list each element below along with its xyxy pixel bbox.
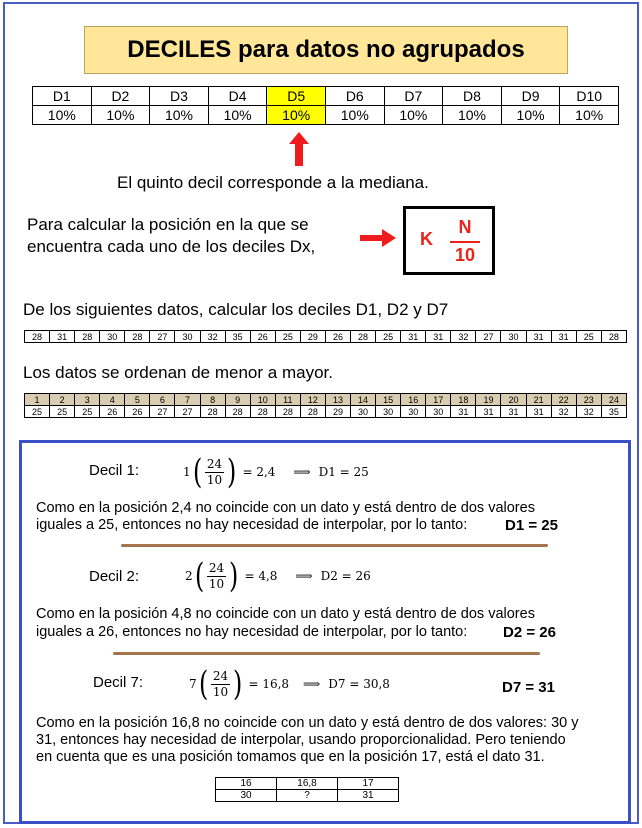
formula-result: = 2,4 [242, 465, 276, 479]
raw-data-cell: 32 [451, 331, 476, 343]
raw-data-cell: 27 [476, 331, 501, 343]
decil-2-result: D2 = 26 [503, 624, 556, 641]
implies-arrow-icon: ⟹ [295, 569, 313, 583]
position-cell: 6 [150, 394, 175, 406]
formula-fraction [211, 669, 230, 700]
decile-value: 10% [443, 106, 502, 125]
table-row [25, 394, 627, 406]
decile-header: D1 [33, 87, 92, 106]
raw-data-cell: 35 [225, 331, 250, 343]
position-cell: 18 [451, 394, 476, 406]
sorted-value-cell: 26 [125, 406, 150, 418]
decile-value-highlighted: 10% [267, 106, 326, 125]
fraction-denominator: 10 [206, 472, 223, 487]
position-cell: 15 [376, 394, 401, 406]
raw-data-cell: 26 [250, 331, 275, 343]
formula-result: = 16,8 [248, 677, 290, 691]
sorted-note: Los datos se ordenan de menor a mayor. [23, 363, 333, 382]
sorted-value-cell: 28 [275, 406, 300, 418]
exercise-statement: De los siguientes datos, calcular los deciles D1, D2 y D7 [23, 300, 449, 319]
sorted-value-cell: 29 [325, 406, 350, 418]
decile-value: 10% [91, 106, 150, 125]
sorted-value-cell: 25 [25, 406, 50, 418]
decile-value: 10% [501, 106, 560, 125]
decile-header: D9 [501, 87, 560, 106]
raw-data-cell: 31 [50, 331, 75, 343]
raw-data-cell: 31 [551, 331, 576, 343]
formula-k: 1 [183, 465, 191, 479]
decil-7-result: D7 = 31 [502, 679, 555, 696]
position-cell: 1 [25, 394, 50, 406]
sorted-value-cell: 31 [476, 406, 501, 418]
up-arrow-icon [289, 132, 309, 166]
sorted-value-cell: 27 [150, 406, 175, 418]
sorted-value-cell: 30 [376, 406, 401, 418]
position-cell: 9 [225, 394, 250, 406]
decil-1-explanation-b: iguales a 25, entonces no hay necesidad de interpolar, por lo tanto: [36, 517, 468, 533]
decile-value: 10% [384, 106, 443, 125]
position-cell: 12 [300, 394, 325, 406]
formula-result: = 4,8 [244, 569, 278, 583]
raw-data-cell: 30 [501, 331, 526, 343]
table-cell: 16 [216, 778, 277, 790]
position-cell: 8 [200, 394, 225, 406]
position-cell: 14 [351, 394, 376, 406]
fraction-numerator: 24 [206, 456, 223, 471]
divider [113, 652, 540, 655]
table-row [25, 331, 627, 343]
position-cell: 4 [100, 394, 125, 406]
fraction-numerator: 24 [212, 668, 229, 683]
formula-fraction [207, 561, 226, 592]
sorted-value-cell: 30 [351, 406, 376, 418]
formula-k: K [420, 229, 433, 249]
decil-1-formula [183, 452, 373, 492]
decil-2-formula [185, 556, 375, 596]
table-cell: 31 [338, 790, 399, 802]
position-cell: 2 [50, 394, 75, 406]
formula-decile: D1 = 25 [318, 465, 369, 479]
decile-header: D10 [560, 87, 619, 106]
raw-data-cell: 30 [100, 331, 125, 343]
decil-7-formula [189, 664, 394, 704]
decil-7-label: Decil 7: [93, 674, 144, 691]
decil-7-explanation-1: Como en la posición 16,8 no coincide con un dato y está dentro de dos valores: 30 y [36, 715, 579, 731]
raw-data-cell: 31 [426, 331, 451, 343]
raw-data-cell: 28 [25, 331, 50, 343]
position-cell: 3 [75, 394, 100, 406]
position-cell: 23 [576, 394, 601, 406]
sorted-value-cell: 26 [100, 406, 125, 418]
decil-1-result: D1 = 25 [505, 517, 558, 534]
interpolation-table [215, 777, 399, 802]
raw-data-cell: 25 [275, 331, 300, 343]
sorted-value-cell: 28 [225, 406, 250, 418]
formula-decile: D7 = 30,8 [328, 677, 390, 691]
decile-header: D6 [325, 87, 384, 106]
formula-k: 2 [185, 569, 193, 583]
position-cell: 7 [175, 394, 200, 406]
raw-data-cell: 32 [200, 331, 225, 343]
formula-decile: D2 = 26 [320, 569, 371, 583]
sorted-value-cell: 30 [426, 406, 451, 418]
table-cell: 17 [338, 778, 399, 790]
decile-value: 10% [560, 106, 619, 125]
fraction-numerator: 24 [208, 560, 225, 575]
table-cell: ? [277, 790, 338, 802]
implies-arrow-icon: ⟹ [303, 677, 321, 691]
decile-header: D8 [443, 87, 502, 106]
left-paren: ( [194, 556, 204, 596]
position-cell: 11 [275, 394, 300, 406]
sorted-value-cell: 28 [200, 406, 225, 418]
decile-header-highlighted: D5 [267, 87, 326, 106]
decil-7-explanation-2: 31, entonces hay necesidad de interpolar, usando proporcionalidad. Pero teniendo [36, 732, 566, 748]
raw-data-cell: 25 [376, 331, 401, 343]
sorted-value-cell: 30 [401, 406, 426, 418]
table-row [216, 778, 399, 790]
decile-header: D3 [150, 87, 209, 106]
position-text-line-1: Para calcular la posición en la que se [27, 215, 309, 234]
formula-denominator: 10 [454, 245, 476, 265]
formula-fraction-bar [450, 241, 480, 243]
position-text-line-2: encuentra cada uno de los deciles Dx, [27, 237, 316, 256]
decile-header: D7 [384, 87, 443, 106]
position-cell: 13 [325, 394, 350, 406]
decile-header: D4 [208, 87, 267, 106]
sorted-value-cell: 31 [526, 406, 551, 418]
sorted-value-cell: 32 [576, 406, 601, 418]
right-arrow-icon [360, 229, 396, 247]
position-cell: 22 [551, 394, 576, 406]
raw-data-cell: 28 [351, 331, 376, 343]
decile-position-formula-box [403, 206, 495, 275]
left-paren: ( [198, 664, 208, 704]
sorted-value-cell: 27 [175, 406, 200, 418]
decile-value: 10% [150, 106, 209, 125]
raw-data-cell: 28 [125, 331, 150, 343]
position-cell: 16 [401, 394, 426, 406]
position-cell: 20 [501, 394, 526, 406]
decil-1-explanation-a: Como en la posición 2,4 no coincide con un dato y está dentro de dos valores [36, 500, 535, 516]
formula-k: 7 [189, 677, 197, 691]
position-cell: 21 [526, 394, 551, 406]
left-paren: ( [192, 452, 202, 492]
table-cell: 30 [216, 790, 277, 802]
fraction-denominator: 10 [208, 576, 225, 591]
position-cell: 24 [601, 394, 626, 406]
decil-7-explanation-3: en cuenta que es una posición tomamos que en la posición 17, está el dato 31. [36, 749, 545, 765]
decile-value: 10% [325, 106, 384, 125]
raw-data-cell: 30 [175, 331, 200, 343]
raw-data-cell: 26 [325, 331, 350, 343]
decile-header: D2 [91, 87, 150, 106]
position-cell: 17 [426, 394, 451, 406]
sorted-value-cell: 31 [501, 406, 526, 418]
table-row [25, 406, 627, 418]
right-paren: ) [233, 664, 243, 704]
raw-data-cell: 31 [526, 331, 551, 343]
right-paren: ) [227, 452, 237, 492]
sorted-value-cell: 31 [451, 406, 476, 418]
sorted-value-cell: 25 [75, 406, 100, 418]
decil-2-explanation-b: iguales a 26, entonces no hay necesidad de interpolar, por lo tanto: [36, 624, 468, 640]
raw-data-cell: 28 [75, 331, 100, 343]
sorted-value-cell: 32 [551, 406, 576, 418]
raw-data-cell: 28 [601, 331, 626, 343]
divider [121, 544, 548, 547]
decile-value: 10% [208, 106, 267, 125]
sorted-value-cell: 25 [50, 406, 75, 418]
sorted-value-cell: 35 [601, 406, 626, 418]
sorted-value-cell: 28 [300, 406, 325, 418]
raw-data-table [24, 330, 627, 343]
raw-data-cell: 31 [401, 331, 426, 343]
table-cell: 16,8 [277, 778, 338, 790]
page [3, 2, 639, 824]
raw-data-cell: 29 [300, 331, 325, 343]
sorted-value-cell: 28 [250, 406, 275, 418]
page-title: DECILES para datos no agrupados [84, 26, 568, 74]
position-cell: 5 [125, 394, 150, 406]
median-note: El quinto decil corresponde a la mediana. [117, 173, 429, 192]
position-cell: 10 [250, 394, 275, 406]
decile-value: 10% [33, 106, 92, 125]
table-row [216, 790, 399, 802]
raw-data-cell: 27 [150, 331, 175, 343]
position-cell: 19 [476, 394, 501, 406]
formula-fraction [205, 457, 224, 488]
deciles-table [32, 86, 619, 125]
fraction-denominator: 10 [212, 684, 229, 699]
decil-1-label: Decil 1: [89, 462, 140, 479]
implies-arrow-icon: ⟹ [293, 465, 311, 479]
sorted-data-table [24, 393, 627, 418]
right-paren: ) [229, 556, 239, 596]
decil-2-label: Decil 2: [89, 568, 140, 585]
decil-2-explanation-a: Como en la posición 4,8 no coincide con un dato y está dentro de dos valores [36, 606, 535, 622]
formula-numerator: N [458, 217, 472, 237]
raw-data-cell: 25 [576, 331, 601, 343]
